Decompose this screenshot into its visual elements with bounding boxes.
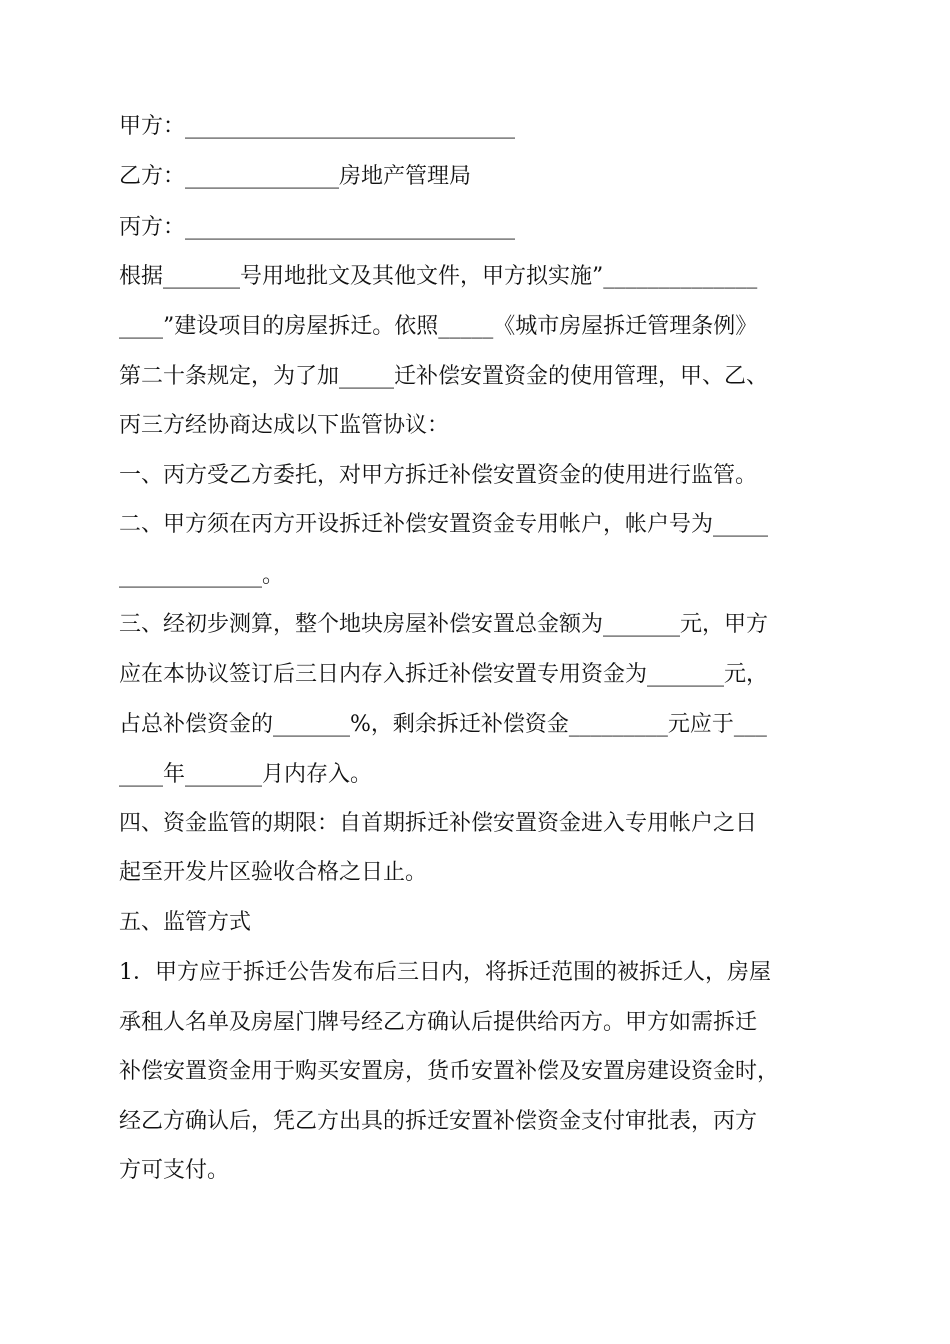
clause-2-line-1: 二、甲方须在丙方开设拆迁补偿安置资金专用帐户，帐户号为_____ (119, 512, 769, 537)
clause-5-item-1-line-1: 1．甲方应于拆迁公告发布后三日内，将拆迁范围的被拆迁人，房屋 (119, 960, 771, 985)
party-b-line: 乙方：______________房地产管理局 (119, 164, 472, 189)
preamble-line-1: 根据_______号用地批文及其他文件，甲方拟实施”______________ (119, 264, 758, 289)
clause-4-line-2: 起至开发片区验收合格之日止。 (119, 860, 428, 885)
party-c-line: 丙方：______________________________ (119, 215, 516, 240)
clause-5-item-1-line-5: 方可支付。 (119, 1158, 230, 1183)
clause-3-line-2: 应在本协议签订后三日内存入拆迁补偿安置专用资金为_______元， (119, 662, 769, 687)
clause-2-line-2: _____________。 (119, 563, 285, 588)
clause-5-item-1-line-2: 承租人名单及房屋门牌号经乙方确认后提供给丙方。甲方如需拆迁 (119, 1010, 758, 1035)
preamble-line-4: 丙三方经协商达成以下监管协议： (119, 413, 450, 438)
clause-5-item-1-line-4: 经乙方确认后，凭乙方出具的拆迁安置补偿资金支付审批表，丙方 (119, 1109, 758, 1134)
clause-1-line: 一、丙方受乙方委托，对甲方拆迁补偿安置资金的使用进行监管。 (119, 463, 758, 488)
clause-4-line-1: 四、资金监管的期限：自首期拆迁补偿安置资金进入专用帐户之日 (119, 811, 758, 836)
party-a-line: 甲方：______________________________ (119, 114, 516, 139)
clause-3-line-3: 占总补偿资金的_______%，剩余拆迁补偿资金_________元应于___ (119, 712, 767, 737)
clause-3-line-1: 三、经初步测算，整个地块房屋补偿安置总金额为_______元，甲方 (119, 612, 769, 637)
clause-3-line-4: ____年_______月内存入。 (119, 762, 373, 787)
preamble-line-3: 第二十条规定，为了加_____迁补偿安置资金的使用管理，甲、乙、 (119, 364, 769, 389)
preamble-line-2: ____”建设项目的房屋拆迁。依照_____《城市房屋拆迁管理条例》 (119, 314, 758, 339)
clause-5-item-1-line-3: 补偿安置资金用于购买安置房，货币安置补偿及安置房建设资金时， (119, 1059, 780, 1084)
clause-5-heading: 五、监管方式 (119, 910, 252, 935)
